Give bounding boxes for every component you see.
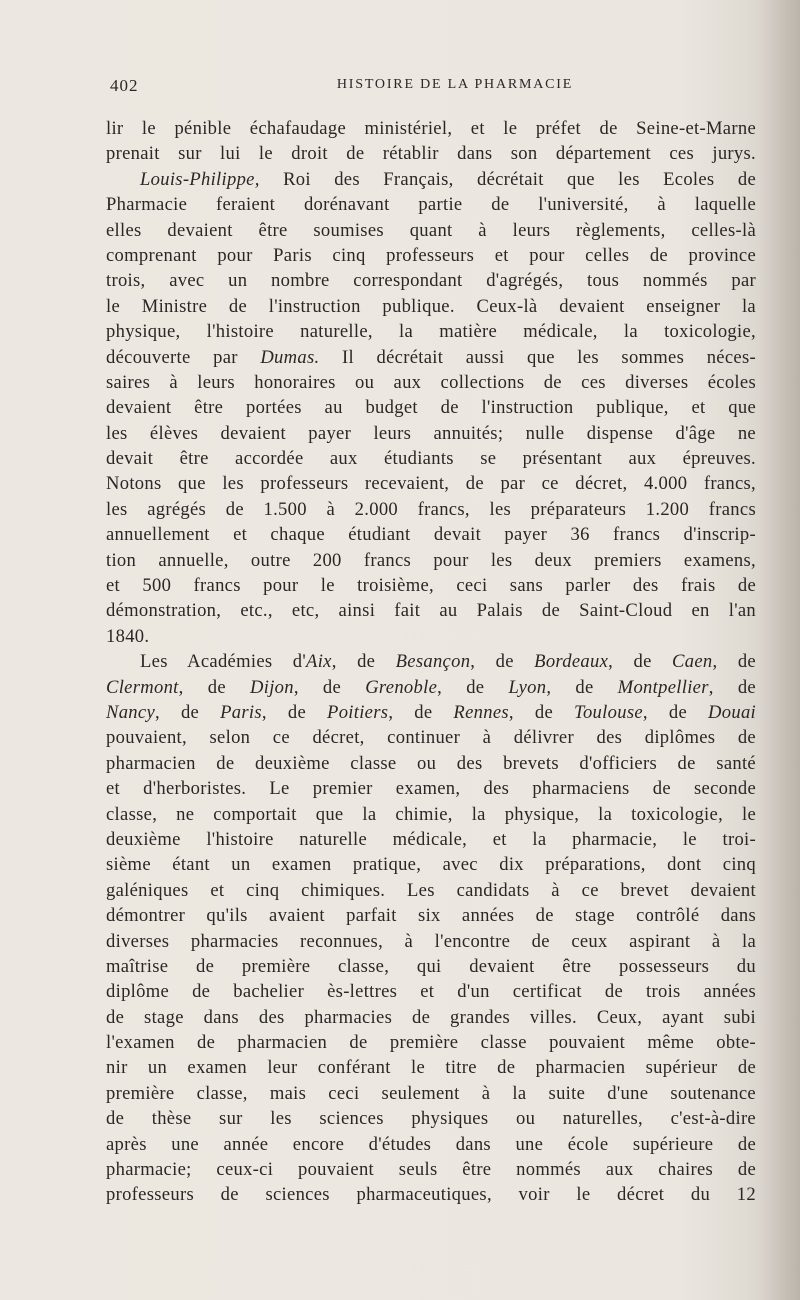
italic-name: Nancy: [106, 701, 156, 723]
text-line: Pharmacie feraient dorénavant partie de l'université, à laquelle: [106, 194, 756, 216]
text-line: pouvaient, selon ce décret, continuer à délivrer des diplômes de: [106, 727, 756, 749]
italic-name: Dumas.: [260, 346, 320, 368]
text-line: Les Académies d'Aix, de Besançon, de Bordeaux, de Caen, de: [140, 651, 756, 673]
text-line: Notons que les professeurs recevaient, de par ce décret, 4.000 francs,: [106, 473, 756, 495]
text-line: tion annuelle, outre 200 francs pour les deux premiers examens,: [106, 549, 756, 571]
italic-name: Lyon: [508, 676, 547, 698]
text-line: Clermont, de Dijon, de Grenoble, de Lyon, de Montpellier, de: [106, 676, 756, 698]
text-line: après une année encore d'études dans une école supérieure de: [106, 1133, 756, 1155]
text-line: et 500 francs pour le troisième, ceci sans parler des frais de: [106, 575, 756, 597]
text-line: et d'herboristes. Le premier examen, des pharmaciens de seconde: [106, 778, 756, 800]
text-line: démontrer qu'ils avaient parfait six années de stage contrôlé dans: [106, 905, 756, 927]
italic-name: Besançon: [395, 651, 471, 673]
text-line: démonstration, etc., etc, ainsi fait au Palais de Saint-Cloud en l'an: [106, 600, 756, 622]
text-line: l'examen de pharmacien de première classe pouvaient même obte-: [106, 1032, 756, 1054]
text-line: devait être accordée aux étudiants se présentant aux épreuves.: [106, 448, 756, 470]
text-line: maîtrise de première classe, qui devaient être possesseurs du: [106, 955, 756, 977]
text-line: professeurs de sciences pharmaceutiques, voir le décret du 12: [106, 1184, 756, 1206]
page-header: [110, 76, 760, 98]
italic-name: Clermont: [106, 676, 179, 698]
text-line: galéniques et cinq chimiques. Les candidats à ce brevet devaient: [106, 879, 756, 901]
text-line: Nancy, de Paris, de Poitiers, de Rennes, de Toulouse, de Douai: [106, 701, 757, 723]
text-line: annuellement et chaque étudiant devait payer 36 francs d'inscrip-: [106, 524, 756, 546]
text-line: 1840.: [106, 625, 150, 647]
text-line: découverte par Dumas. Il décrétait aussi que les sommes néces-: [106, 346, 756, 368]
text-line: de thèse sur les sciences physiques ou naturelles, c'est-à-dire: [106, 1108, 756, 1130]
text-line: saires à leurs honoraires ou aux collections de ces diverses écoles: [106, 371, 756, 393]
italic-name: Louis-Philippe,: [140, 168, 260, 190]
italic-name: Grenoble: [365, 676, 438, 698]
text-line: pharmacie; ceux-ci pouvaient seuls être nommés aux chaires de: [106, 1159, 756, 1181]
text-line: première classe, mais ceci seulement à la suite d'une soutenance: [106, 1082, 756, 1104]
text-line: de stage dans des pharmacies de grandes villes. Ceux, ayant subi: [106, 1006, 756, 1028]
page-number: 402: [110, 76, 139, 95]
italic-name: Rennes: [453, 701, 509, 723]
text-line: elles devaient être soumises quant à leurs règlements, celles-là: [106, 219, 756, 241]
italic-name: Montpellier: [617, 676, 709, 698]
text-line: le Ministre de l'instruction publique. Ceux-là devaient enseigner la: [106, 295, 756, 317]
text-line: pharmacien de deuxième classe ou des brevets d'officiers de santé: [106, 752, 756, 774]
text-line: les élèves devaient payer leurs annuités; nulle dispense d'âge ne: [106, 422, 756, 444]
text-line: classe, ne comportait que la chimie, la physique, la toxicologie, le: [106, 803, 756, 825]
italic-name: Poitiers: [327, 701, 389, 723]
text-line: Louis-Philippe, Roi des Français, décrétait que les Ecoles de: [140, 168, 756, 190]
text-line: les agrégés de 1.500 à 2.000 francs, les préparateurs 1.200 francs: [106, 498, 756, 520]
text-line: sième étant un examen pratique, avec dix préparations, dont cinq: [106, 854, 756, 876]
italic-name: Douai: [708, 701, 757, 723]
text-line: diplôme de bachelier ès-lettres et d'un certificat de trois années: [106, 981, 756, 1003]
body-text: [106, 116, 756, 1208]
text-line: diverses pharmacies reconnues, à l'encontre de ceux aspirant à la: [106, 930, 756, 952]
text-line: physique, l'histoire naturelle, la matière médicale, la toxicologie,: [106, 321, 756, 343]
text-line: deuxième l'histoire naturelle médicale, et la pharmacie, le troi-: [106, 828, 756, 850]
text-line: lir le pénible échafaudage ministériel, et le préfet de Seine-et-Marne: [106, 118, 756, 139]
italic-name: Paris: [220, 701, 262, 723]
running-title: HISTOIRE DE LA PHARMACIE: [336, 77, 574, 92]
text-line: devaient être portées au budget de l'instruction publique, et que: [106, 397, 756, 419]
italic-name: Bordeaux: [534, 651, 609, 673]
italic-name: Dijon: [250, 676, 294, 698]
italic-name: Aix: [306, 651, 332, 673]
text-line: comprenant pour Paris cinq professeurs et pour celles de province: [106, 244, 756, 266]
italic-name: Caen: [672, 651, 713, 673]
text-line: nir un examen leur conférant le titre de pharmacien supérieur de: [106, 1057, 756, 1079]
page-gutter-shadow: [760, 0, 800, 1300]
text-line: prenait sur lui le droit de rétablir dans son département ces jurys.: [106, 143, 756, 165]
text-line: trois, avec un nombre correspondant d'agrégés, tous nommés par: [106, 270, 756, 292]
italic-name: Toulouse: [574, 701, 643, 723]
